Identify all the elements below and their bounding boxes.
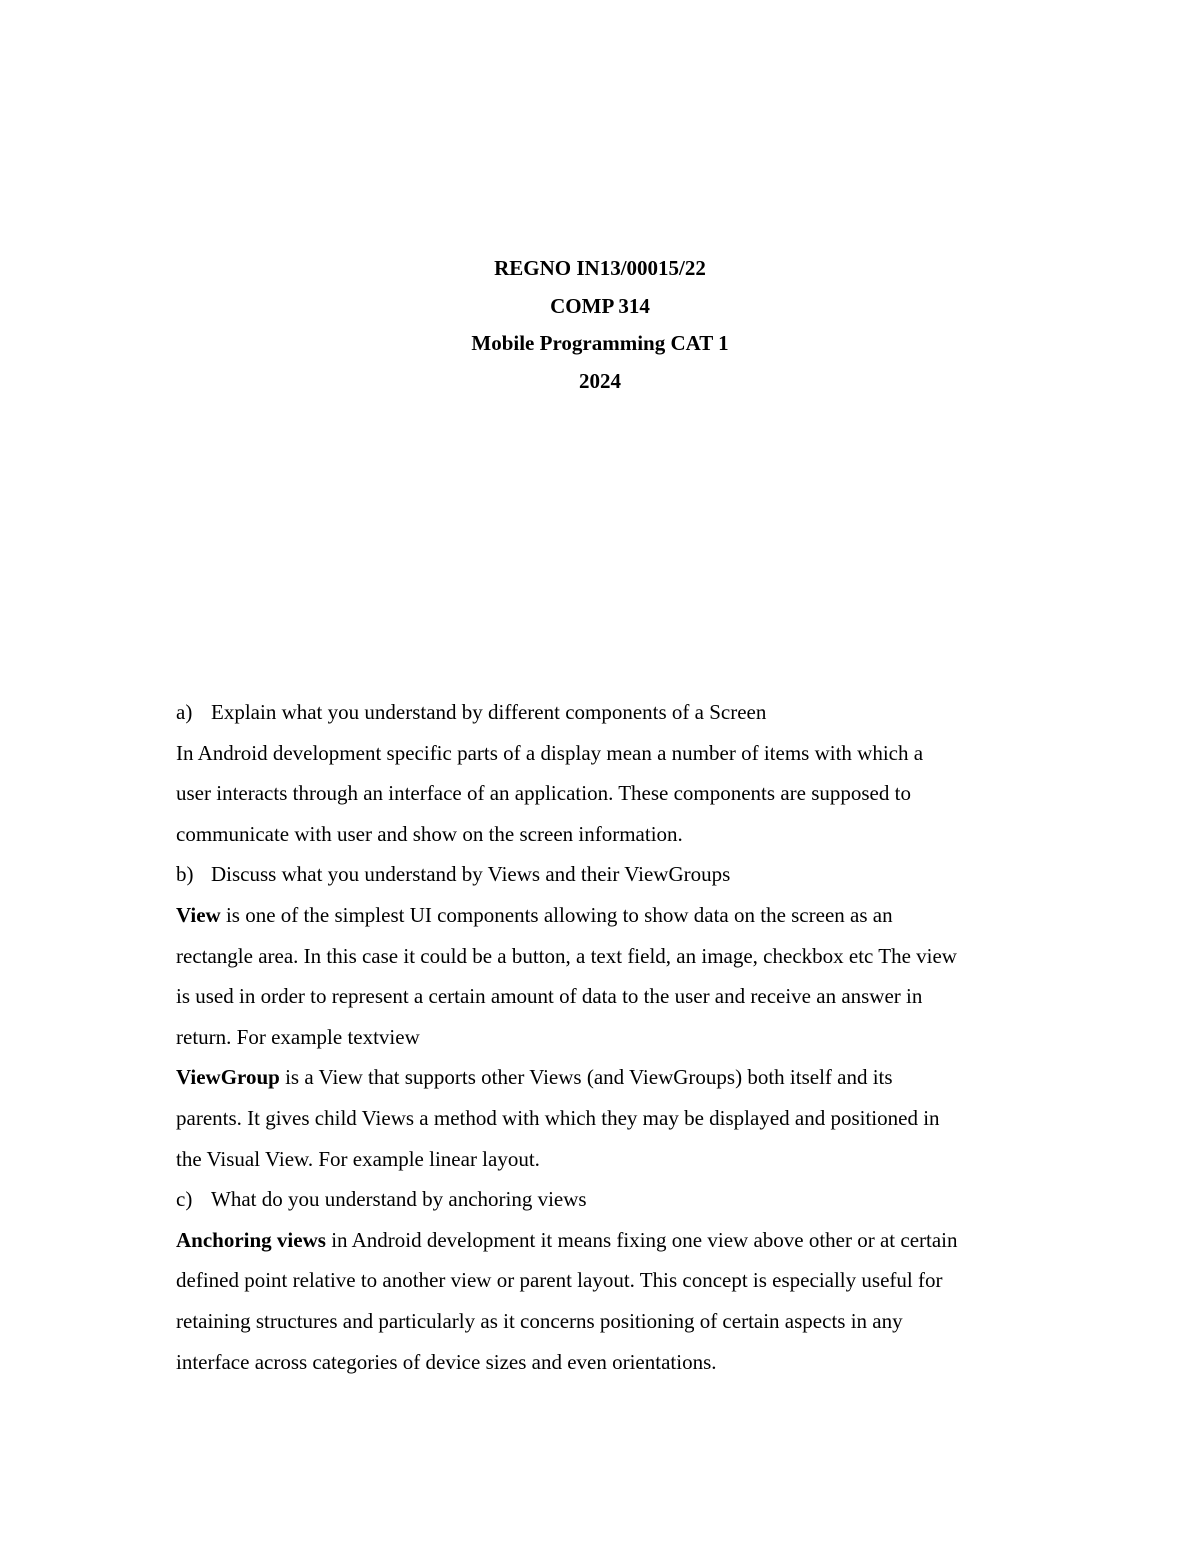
view-term: View [176, 902, 221, 927]
answer-b-viewgroup-line-2: parents. It gives child Views a method with which they may be displayed and positioned in [176, 1105, 940, 1130]
question-a [176, 692, 1076, 733]
anchoring-definition-start: in Android development it means fixing one view above other or at certain [325, 1227, 958, 1252]
answer-b-view-line-1 [176, 895, 1076, 936]
question-a-marker: a) [176, 700, 193, 724]
answer-b-view-line-4: return. For example textview [176, 1024, 420, 1049]
viewgroup-term: ViewGroup [176, 1065, 280, 1090]
answer-c-line-1 [176, 1220, 1076, 1261]
answer-b-viewgroup-line-3: the Visual View. For example linear layout. [176, 1146, 540, 1171]
view-definition-start: is one of the simplest UI components allowing to show data on the screen as an [220, 902, 893, 927]
anchoring-views-term: Anchoring views [176, 1227, 326, 1252]
question-c-text: What do you understand by anchoring views [211, 1187, 587, 1212]
regno-line: REGNO IN13/00015/22 [494, 256, 706, 280]
question-c [176, 1179, 1076, 1220]
year: 2024 [579, 368, 621, 393]
answer-b-viewgroup-line-1 [176, 1057, 1076, 1098]
question-a-text: Explain what you understand by different components of a Screen [211, 700, 767, 724]
answer-a-line-1: In Android development specific parts of a display mean a number of items with which a [176, 740, 924, 765]
answer-a-line-3: communicate with user and show on the screen information. [176, 821, 683, 846]
answer-a-line-2: user interacts through an interface of an application. These components are supposed to [176, 781, 911, 806]
document-title: Mobile Programming CAT 1 [471, 331, 729, 355]
answer-b-view-line-2: rectangle area. In this case it could be a button, a text field, an image, checkbox etc The view [176, 943, 957, 968]
document-body [176, 692, 1076, 1382]
question-b [176, 854, 1076, 895]
viewgroup-definition-start: is a View that supports other Views (and ViewGroups) both itself and its [279, 1065, 893, 1090]
question-c-marker: c) [176, 1187, 193, 1212]
course-code: COMP 314 [550, 293, 650, 318]
answer-b-view-line-3: is used in order to represent a certain amount of data to the user and receive an answer in [176, 984, 923, 1009]
title-block [0, 250, 1200, 400]
answer-c-line-3: retaining structures and particularly as it concerns positioning of certain aspects in any [176, 1308, 903, 1333]
question-b-marker: b) [176, 862, 194, 887]
answer-c-line-4: interface across categories of device sizes and even orientations. [176, 1349, 717, 1374]
question-b-text: Discuss what you understand by Views and their ViewGroups [211, 862, 731, 887]
answer-c-line-2: defined point relative to another view or parent layout. This concept is especially useful for [176, 1268, 943, 1293]
